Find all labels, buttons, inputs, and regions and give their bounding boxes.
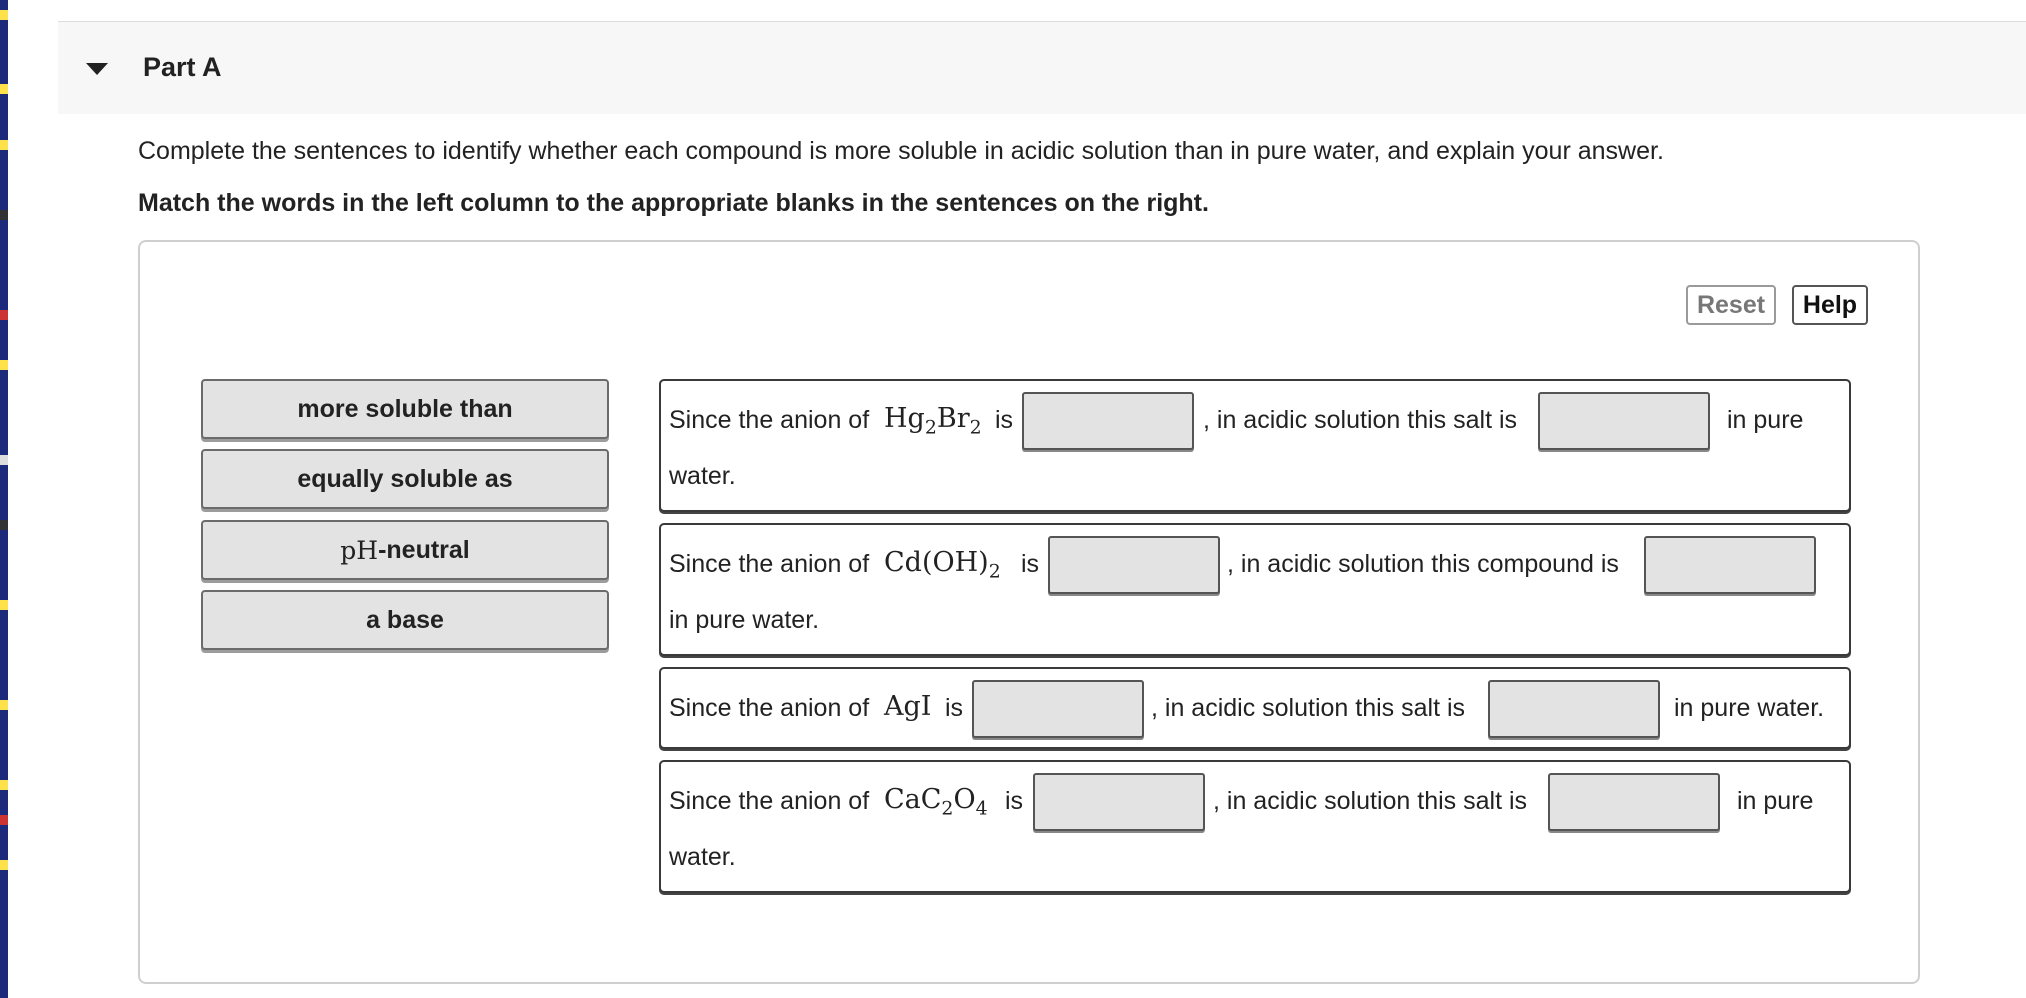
blank-drop-target[interactable]: [1644, 536, 1816, 594]
sentence-text: , in acidic solution this salt is: [1203, 406, 1518, 434]
sentence-text: in pure: [1737, 787, 1814, 815]
token-ph-neutral[interactable]: [201, 520, 609, 580]
compound-formula: $Hg_2Br_2$: [884, 403, 982, 439]
compound-formula: AgI: [884, 691, 932, 722]
sentence-text: water.: [669, 462, 736, 490]
sentence-3: [659, 667, 1851, 749]
sentence-text: Since the anion of: [669, 787, 870, 815]
token-a-base[interactable]: a base: [201, 590, 609, 650]
ph-math: pH: [340, 535, 379, 565]
sentence-text: Since the anion of: [669, 406, 870, 434]
help-button[interactable]: Help: [1792, 285, 1868, 325]
sentence-text: is: [1021, 550, 1040, 578]
sentence-text: is: [995, 406, 1014, 434]
side-strip: [0, 0, 8, 998]
token-more-soluble-than[interactable]: more soluble than: [201, 379, 609, 439]
sentence-text: in pure water.: [1674, 694, 1825, 722]
sentence-text: , in acidic solution this salt is: [1151, 694, 1466, 722]
blank-drop-target[interactable]: [1022, 392, 1194, 450]
sentence-text: in pure: [1727, 406, 1804, 434]
compound-formula: $CaC_2O_4$: [884, 784, 988, 820]
reset-button[interactable]: Reset: [1686, 285, 1776, 325]
caret-down-icon[interactable]: [86, 63, 108, 75]
part-title: Part A: [143, 52, 222, 82]
token-equally-soluble-as[interactable]: equally soluble as: [201, 449, 609, 509]
blank-drop-target[interactable]: [1538, 392, 1710, 450]
blank-drop-target[interactable]: [1033, 773, 1205, 831]
match-instruction: Match the words in the left column to the appropriate blanks in the sentences on the right.: [138, 189, 1209, 217]
sentence-text: in pure water.: [669, 606, 820, 634]
sentence-2: [659, 523, 1851, 656]
sentence-1: [659, 379, 1851, 512]
instruction-text: Complete the sentences to identify whether each compound is more soluble in acidic solution than in pure water, and explain your answer.: [138, 137, 1664, 165]
sentence-4: [659, 760, 1851, 893]
compound-formula: $Cd(OH)_2$: [884, 547, 1001, 583]
blank-drop-target[interactable]: [972, 680, 1144, 738]
blank-drop-target[interactable]: [1048, 536, 1220, 594]
sentence-text: Since the anion of: [669, 550, 870, 578]
blank-drop-target[interactable]: [1488, 680, 1660, 738]
sentence-text: , in acidic solution this salt is: [1213, 787, 1528, 815]
sentence-text: water.: [669, 843, 736, 871]
sentence-text: is: [945, 694, 964, 722]
part-header[interactable]: [58, 22, 2026, 114]
sentence-text: Since the anion of: [669, 694, 870, 722]
ph-suffix: -neutral: [378, 535, 470, 564]
blank-drop-target[interactable]: [1548, 773, 1720, 831]
sentence-text: , in acidic solution this compound is: [1227, 550, 1619, 578]
sentence-text: is: [1005, 787, 1024, 815]
